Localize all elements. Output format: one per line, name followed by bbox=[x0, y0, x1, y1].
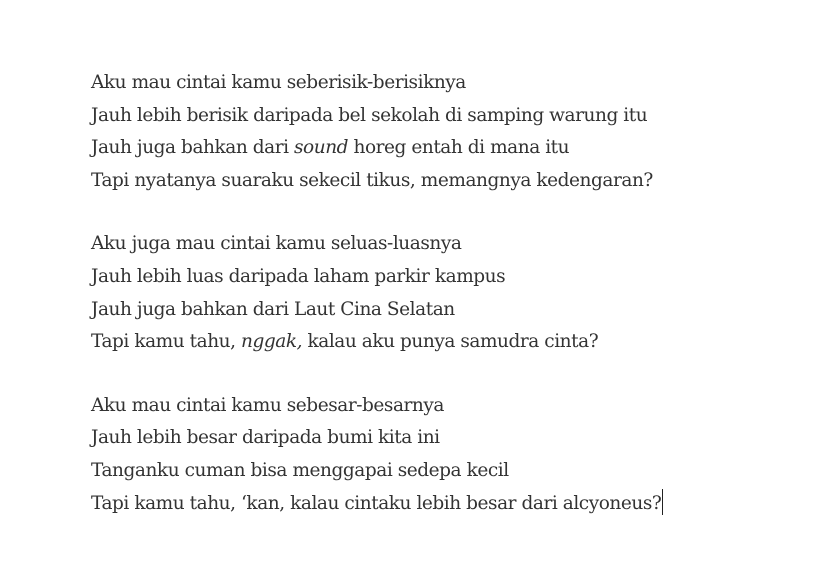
stanza-3 bbox=[91, 390, 821, 520]
text-cursor bbox=[662, 489, 663, 515]
poem-line: Jauh juga bahkan dari sound horeg entah di mana itu bbox=[91, 137, 570, 159]
poem-line: Jauh juga bahkan dari Laut Cina Selatan bbox=[91, 298, 455, 320]
stanza-1 bbox=[91, 67, 821, 197]
poem-line: Jauh lebih besar daripada bumi kita ini bbox=[91, 427, 440, 449]
poem-line: Tapi kamu tahu, ‘kan, kalau cintaku lebih besar dari alcyoneus? bbox=[91, 488, 821, 521]
poem-line: Tapi nyatanya suaraku sekecil tikus, memangnya kedengaran? bbox=[91, 169, 653, 191]
poem-line: Aku mau cintai kamu seberisik-berisiknya bbox=[91, 72, 466, 93]
poem-line: Tanganku cuman bisa menggapai sedepa kecil bbox=[91, 459, 509, 481]
poem-text-editor[interactable] bbox=[91, 67, 821, 520]
poem-line: Tapi kamu tahu, nggak, kalau aku punya samudra cinta? bbox=[91, 331, 599, 353]
poem-line: Jauh lebih berisik daripada bel sekolah di samping warung itu bbox=[91, 104, 648, 126]
italic-text: sound bbox=[294, 137, 349, 159]
stanza-2 bbox=[91, 228, 821, 358]
poem-line: Aku juga mau cintai kamu seluas-luasnya bbox=[91, 233, 462, 255]
poem-line: Aku mau cintai kamu sebesar-besarnya bbox=[91, 394, 444, 416]
italic-text: nggak, bbox=[241, 331, 303, 353]
poem-line: Jauh lebih luas daripada laham parkir kampus bbox=[91, 265, 506, 287]
